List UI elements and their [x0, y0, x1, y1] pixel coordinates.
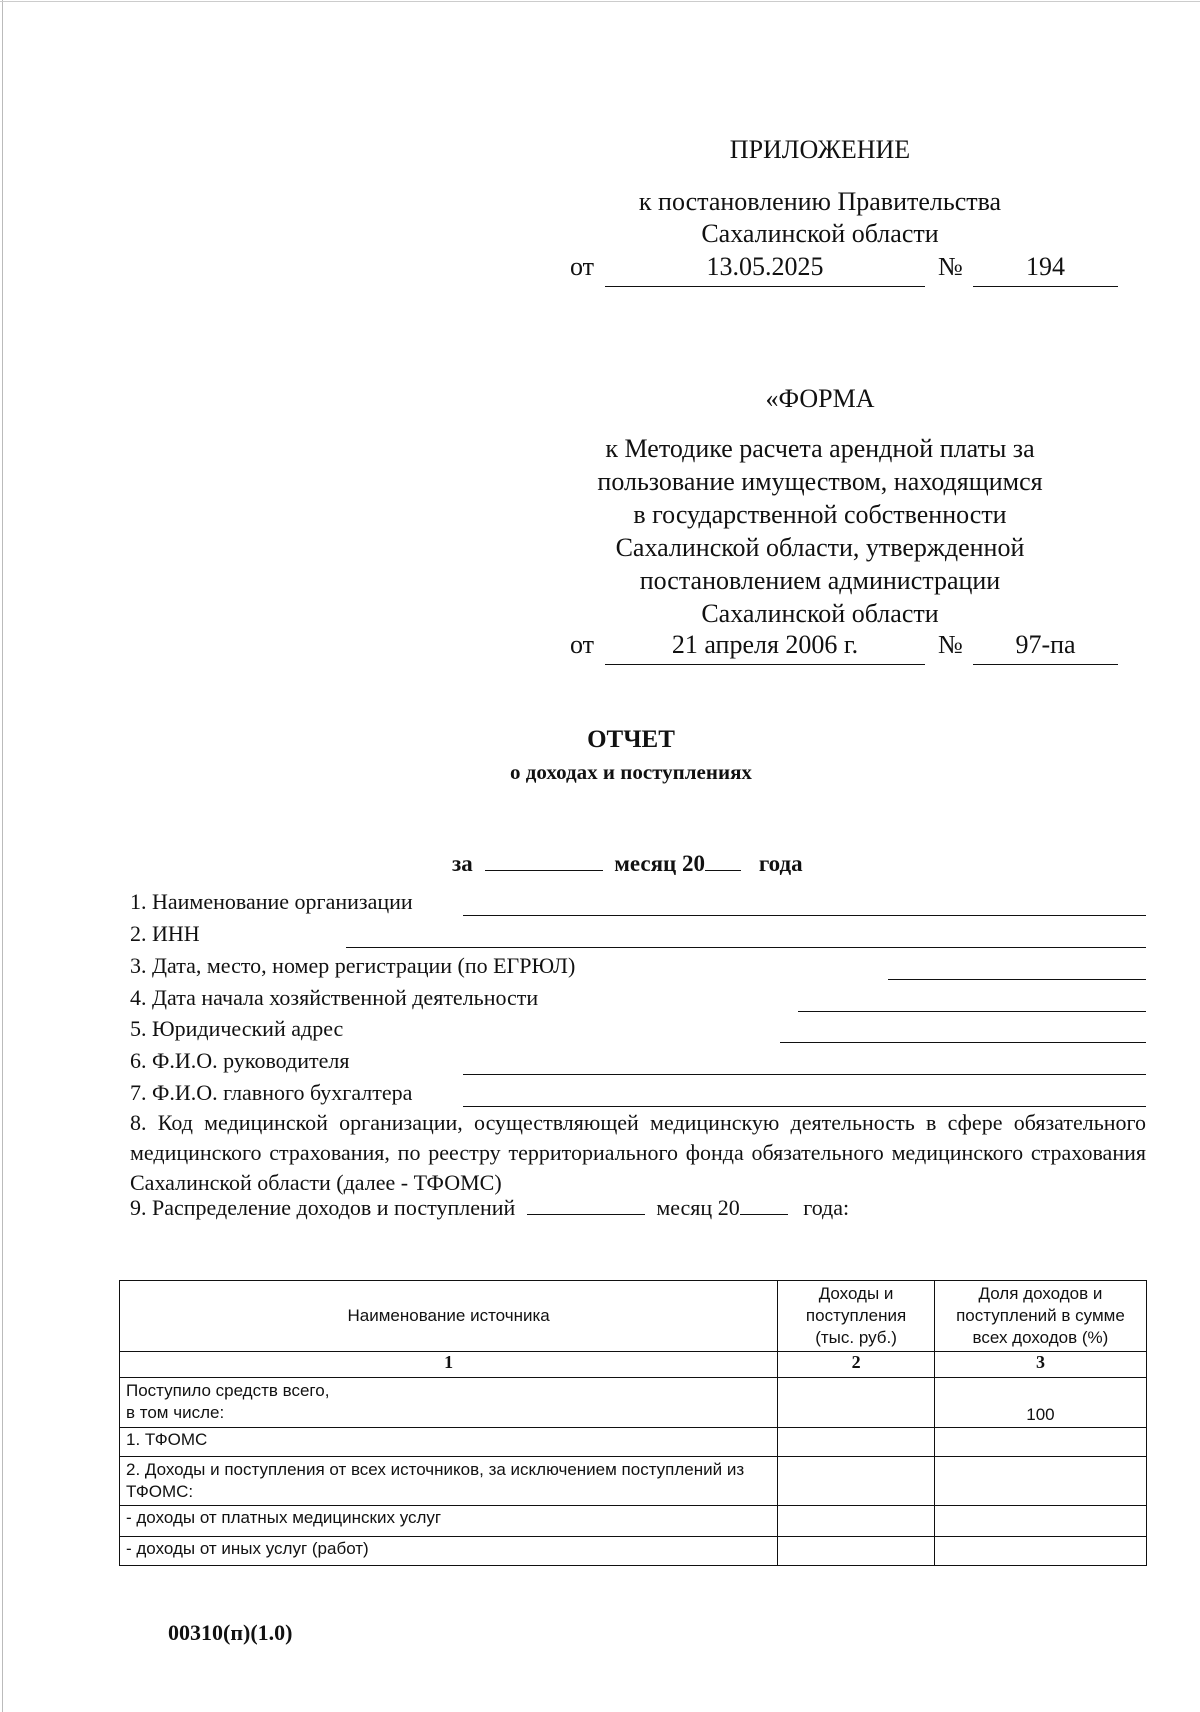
- form-line-4: Сахалинской области, утвержденной: [615, 533, 1025, 562]
- field-chief-accountant-line[interactable]: [463, 1106, 1146, 1107]
- row-income-cell[interactable]: [778, 1457, 935, 1506]
- column-number: 3: [934, 1352, 1146, 1378]
- table-row: [120, 1506, 1147, 1537]
- income-distribution-table: [119, 1280, 1147, 1566]
- table-row: [120, 1537, 1147, 1566]
- row-share-cell[interactable]: [934, 1537, 1146, 1566]
- field-director: [130, 1048, 1146, 1076]
- scan-edge-left: [2, 0, 3, 1712]
- row-source-name: 1. ТФОМС: [120, 1428, 778, 1457]
- field-label: 5. Юридический адрес: [130, 1016, 344, 1041]
- table-row: [120, 1428, 1147, 1457]
- table-header-row: [120, 1281, 1147, 1352]
- column-number: 1: [120, 1352, 778, 1378]
- period-year-label: года: [758, 851, 803, 876]
- field-legal-address-line[interactable]: [780, 1042, 1146, 1043]
- form-line-2: пользование имуществом, находящимся: [597, 467, 1043, 496]
- period-month-label: месяц 20: [614, 851, 706, 876]
- paragraph-8: 8. Код медицинской организации, осуществляющей медицинскую деятельность в сфере обязательного медицинского страхования, по реестру территориального фонда обязательного медицинского страхования Сахалинской области (далее - ТФОМС): [130, 1110, 1146, 1195]
- scan-edge-top: [0, 1, 1200, 2]
- row-income-cell[interactable]: [778, 1378, 935, 1428]
- form-line-6: Сахалинской области: [701, 599, 939, 628]
- para9-prefix: 9. Распределение доходов и поступлений: [130, 1195, 516, 1220]
- form-date: 21 апреля 2006 г.: [605, 630, 925, 665]
- row-income-cell[interactable]: [778, 1428, 935, 1457]
- form-title: «ФОРМА: [765, 384, 875, 413]
- appendix-number: 194: [973, 252, 1118, 287]
- appendix-line-1: к постановлению Правительства: [638, 187, 1002, 216]
- field-chief-accountant: [130, 1080, 1146, 1108]
- table-column-numbers-row: [120, 1352, 1147, 1378]
- appendix-number-sign: №: [938, 252, 963, 281]
- field-activity-start-line[interactable]: [798, 1011, 1146, 1012]
- field-org-name: [130, 889, 1146, 917]
- field-registration: [130, 953, 1146, 981]
- row-source-name: Поступило средств всего, в том числе:: [120, 1378, 778, 1428]
- field-label: 6. Ф.И.О. руководителя: [130, 1048, 350, 1073]
- field-director-line[interactable]: [463, 1074, 1146, 1075]
- para9-month-label: месяц 20: [656, 1195, 740, 1220]
- appendix-date: 13.05.2025: [605, 252, 925, 287]
- form-number: 97-па: [973, 630, 1118, 665]
- row-share-cell[interactable]: [934, 1428, 1146, 1457]
- period-prefix: за: [452, 851, 473, 876]
- header-share: Доля доходов и поступлений в сумме всех доходов (%): [934, 1281, 1146, 1352]
- header-source-name: Наименование источника: [120, 1281, 778, 1352]
- field-label: 4. Дата начала хозяйственной деятельности: [130, 985, 539, 1010]
- field-registration-line[interactable]: [888, 979, 1146, 980]
- field-label: 3. Дата, место, номер регистрации (по ЕГРЮЛ): [130, 953, 576, 978]
- form-subtitle: [520, 432, 1120, 630]
- row-income-cell[interactable]: [778, 1537, 935, 1566]
- row-share-cell[interactable]: [934, 1457, 1146, 1506]
- form-line-3: в государственной собственности: [633, 500, 1007, 529]
- row-source-name: 2. Доходы и поступления от всех источников, за исключением поступлений из ТФОМС:: [120, 1457, 778, 1506]
- field-inn-line[interactable]: [346, 947, 1146, 948]
- appendix-line-2: Сахалинской области: [701, 219, 939, 248]
- row-source-name: - доходы от иных услуг (работ): [120, 1537, 778, 1566]
- row-source-name: - доходы от платных медицинских услуг: [120, 1506, 778, 1537]
- field-activity-start: [130, 985, 1146, 1013]
- header-income: Доходы и поступления (тыс. руб.): [778, 1281, 935, 1352]
- appendix-subtitle: [520, 186, 1120, 250]
- form-line-5: постановлением администрации: [639, 566, 1001, 595]
- row-income-cell[interactable]: [778, 1506, 935, 1537]
- field-label: 1. Наименование организации: [130, 889, 413, 914]
- paragraph-9: [130, 1194, 849, 1221]
- appendix-from-label: от: [570, 252, 595, 281]
- row-share-cell[interactable]: 100: [934, 1378, 1146, 1428]
- para9-month-blank[interactable]: [527, 1194, 645, 1215]
- row-share-cell[interactable]: [934, 1506, 1146, 1537]
- report-subtitle: о доходах и поступлениях: [510, 760, 752, 784]
- field-legal-address: [130, 1016, 1146, 1044]
- form-number-sign: №: [938, 630, 963, 659]
- table-row: [120, 1457, 1147, 1506]
- field-label: 7. Ф.И.О. главного бухгалтера: [130, 1080, 413, 1105]
- form-line-1: к Методике расчета арендной платы за: [605, 434, 1035, 463]
- para9-year-blank[interactable]: [740, 1194, 788, 1215]
- document-code: 00310(п)(1.0): [168, 1620, 293, 1645]
- form-from-label: от: [570, 630, 595, 659]
- field-org-name-line[interactable]: [463, 915, 1146, 916]
- report-period: [452, 850, 803, 877]
- para9-year-label: года:: [803, 1195, 850, 1220]
- appendix-title: ПРИЛОЖЕНИЕ: [729, 135, 911, 164]
- period-year-blank[interactable]: [705, 850, 741, 871]
- table-row: [120, 1378, 1147, 1428]
- field-label: 2. ИНН: [130, 921, 200, 946]
- column-number: 2: [778, 1352, 935, 1378]
- period-month-blank[interactable]: [485, 850, 603, 871]
- field-inn: [130, 921, 1146, 949]
- report-title: ОТЧЕТ: [587, 726, 675, 753]
